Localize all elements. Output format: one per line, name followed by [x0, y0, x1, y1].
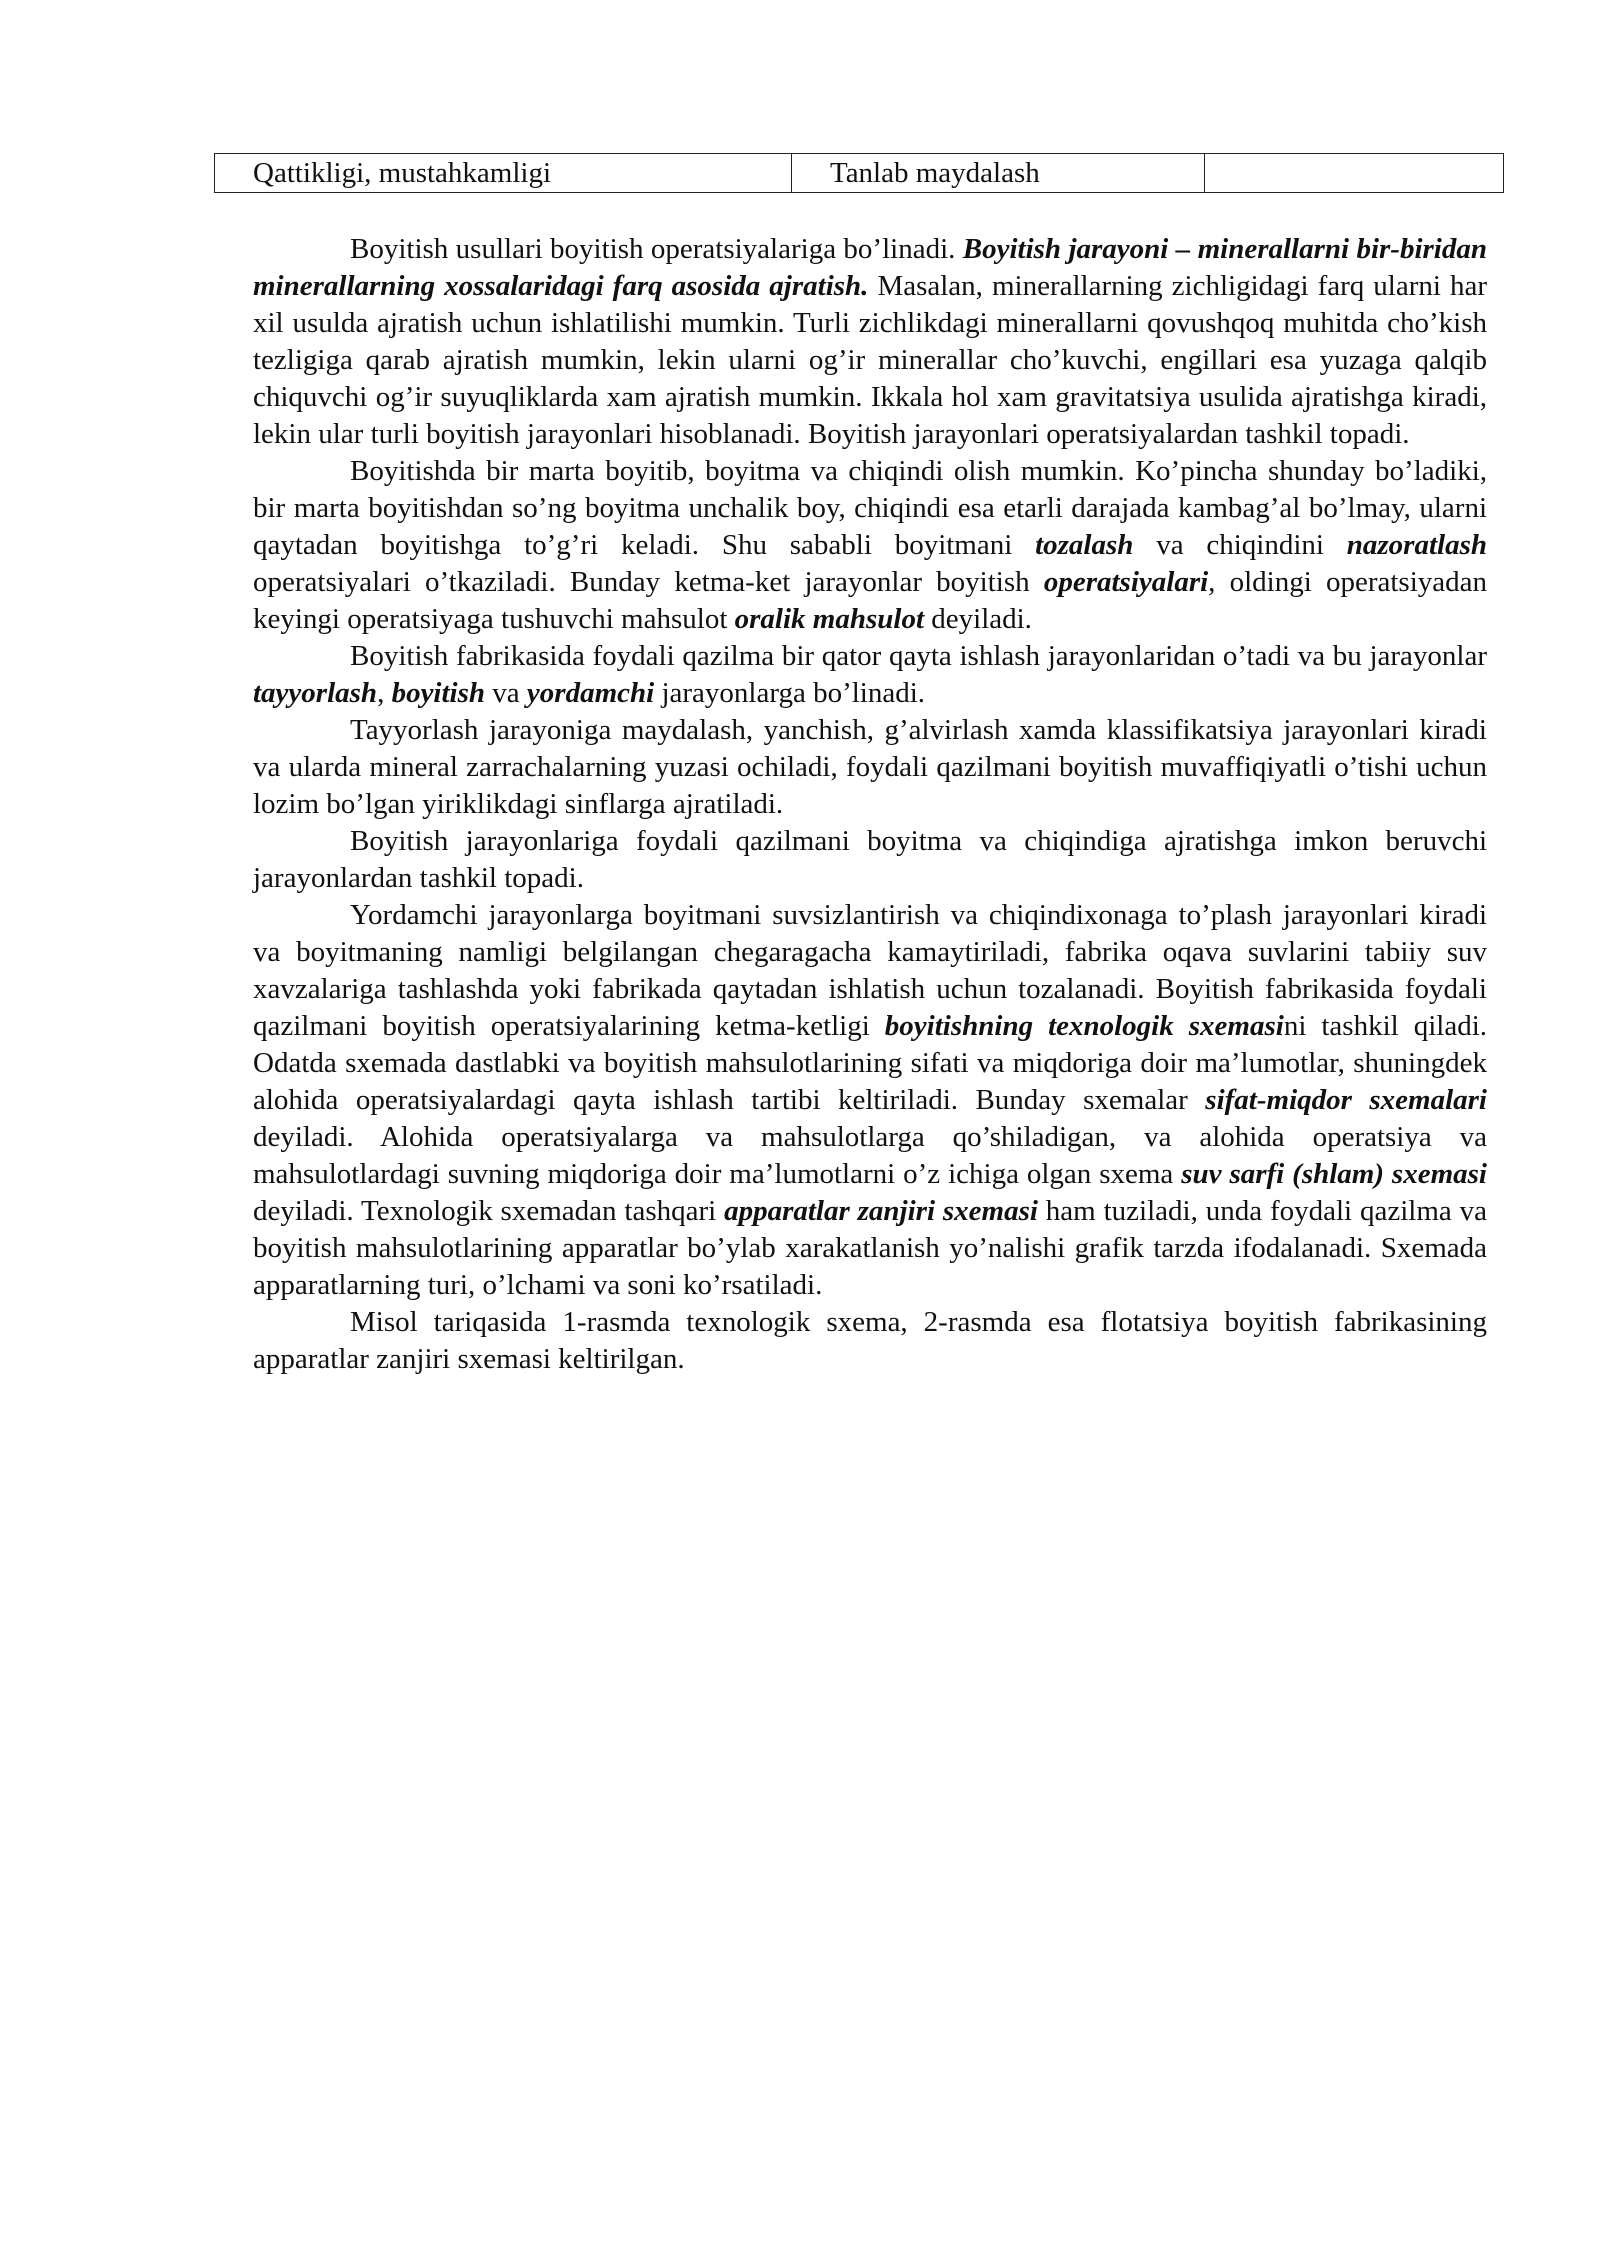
- paragraph-text: deyiladi. Texnologik sxemadan tashqari: [253, 1195, 725, 1227]
- properties-table: [214, 153, 1504, 193]
- table-cell-property: Qattikligi, mustahkamligi: [215, 154, 792, 193]
- emphasis-term: sifat-miqdor sxemalari: [1205, 1084, 1487, 1116]
- paragraph-5: [253, 823, 1487, 897]
- paragraph-3: [253, 638, 1487, 712]
- document-body: [253, 231, 1487, 1378]
- paragraph-text: operatsiyalari o’tkaziladi. Bunday ketma-ket jarayonlar boyitish: [253, 566, 1044, 598]
- paragraph-6: [253, 897, 1487, 1304]
- paragraph-text: Boyitishda bir marta boyitib, boyitma va chiqindi olish mumkin. Ko’pincha shunday bo’ladiki, bir marta boyitishdan so’ng boyitma unchalik boy, chiqindi esa etarli darajada kambag’al bo’lmay, ularni qaytadan boyitishga to’g’ri keladi. Shu sababli boyitmani: [253, 455, 1487, 561]
- paragraph-text: Yordamchi jarayonlarga boyitmani suvsizlantirish va chiqindixonaga to’plash jarayonlari kiradi va boyitmaning namligi belgilangan chegaragacha kamaytiriladi, fabrika oqava suvlarini tabiiy suv xavzalariga tashlashda yoki fabrikada qaytadan ishlatish uchun tozalanadi. Boyitish fabrikasida foydali qazilmani boyitish operatsiyalarining ketma-ketligi: [253, 899, 1487, 1042]
- paragraph-text: jarayonlarga bo’linadi.: [654, 677, 926, 709]
- paragraph-text: ham tuziladi, unda foydali qazilma va boyitish mahsulotlarining apparatlar bo’ylab xarakatlanish yo’nalishi grafik tarzda ifodalanadi. Sxemada apparatlarning turi, o’lchami va soni ko’rsatiladi.: [253, 1195, 1487, 1301]
- emphasis-term: boyitish: [391, 677, 486, 709]
- paragraph-text: Masalan, minerallarning zichligidagi farq ularni har xil usulda ajratish uchun ishlatilishi mumkin. Turli zichlikdagi minerallarni qovushqoq muhitda cho’kish tezligiga qarab ajratish mumkin, lekin ularni og’ir minerallar cho’kuvchi, engillari esa yuzaga qalqib chiquvchi og’ir suyuqliklarda xam ajratish mumkin. Ikkala hol xam gravitatsiya usulida ajratishga kiradi, lekin ular turli boyitish jarayonlari hisoblanadi. Boyitish jarayonlari operatsiyalardan tashkil topadi.: [253, 270, 1488, 450]
- emphasis-term: yordamchi: [526, 677, 655, 709]
- paragraph-text: Boyitish usullari boyitish operatsiyalariga bo’linadi.: [350, 233, 963, 265]
- emphasis-term: Boyitish jarayoni – minerallarni bir-biridan minerallarning xossalaridagi farq asosida ajratish.: [253, 233, 1487, 302]
- emphasis-term: oralik mahsulot: [734, 603, 925, 635]
- paragraph-text: va: [485, 677, 527, 709]
- paragraph-text: deyiladi. Alohida operatsiyalarga va mahsulotlarga qo’shiladigan, va alohida operatsiya va mahsulotlardagi suvning miqdoriga doir ma’lumotlarni o’z ichiga olgan sxema: [253, 1121, 1487, 1190]
- paragraph-text: Tayyorlash jarayoniga maydalash, yanchish, g’alvirlash xamda klassifikatsiya jarayonlari kiradi va ularda mineral zarrachalarning yuzasi ochiladi, foydali qazilmani boyitish muvaffiqiyatli o’tishi uchun lozim bo’lgan yiriklikdagi sinflarga ajratiladi.: [253, 714, 1487, 820]
- table-row: [215, 154, 1504, 193]
- paragraph-4: [253, 712, 1487, 823]
- emphasis-term: nazoratlash: [1346, 529, 1487, 561]
- paragraph-text: deyiladi.: [924, 603, 1032, 635]
- paragraph-text: , oldingi operatsiyadan keyingi operatsiyaga tushuvchi mahsulot: [253, 566, 1488, 635]
- paragraph-1: [253, 231, 1487, 453]
- emphasis-term: tayyorlash: [253, 677, 378, 709]
- paragraph-text: Boyitish fabrikasida foydali qazilma bir qator qayta ishlash jarayonlaridan o’tadi va bu jarayonlar: [350, 640, 1487, 672]
- paragraph-text: ,: [377, 677, 392, 709]
- paragraph-2: [253, 453, 1487, 638]
- emphasis-term: boyitishning texnologik sxemasi: [884, 1010, 1284, 1042]
- emphasis-term: tozalash: [1035, 529, 1134, 561]
- table-cell-empty: [1205, 154, 1504, 193]
- emphasis-term: operatsiyalari: [1043, 566, 1209, 598]
- paragraph-text: ni tashkil qiladi. Odatda sxemada dastlabki va boyitish mahsulotlarining sifati va miqdoriga doir ma’lumotlar, shuningdek alohida operatsiyalardagi qayta ishlash tartibi keltiriladi. Bunday sxemalar: [253, 1010, 1487, 1116]
- emphasis-term: suv sarfi (shlam) sxemasi: [1181, 1158, 1487, 1190]
- emphasis-term: apparatlar zanjiri sxemasi: [724, 1195, 1038, 1227]
- table-cell-method: Tanlab maydalash: [792, 154, 1205, 193]
- paragraph-text: Boyitish jarayonlariga foydali qazilmani boyitma va chiqindiga ajratishga imkon beruvchi jarayonlardan tashkil topadi.: [253, 825, 1487, 894]
- paragraph-text: Misol tariqasida 1-rasmda texnologik sxema, 2-rasmda esa flotatsiya boyitish fabrikasining apparatlar zanjiri sxemasi keltirilgan.: [253, 1306, 1487, 1375]
- paragraph-7: [253, 1304, 1487, 1378]
- paragraph-text: va chiqindini: [1133, 529, 1347, 561]
